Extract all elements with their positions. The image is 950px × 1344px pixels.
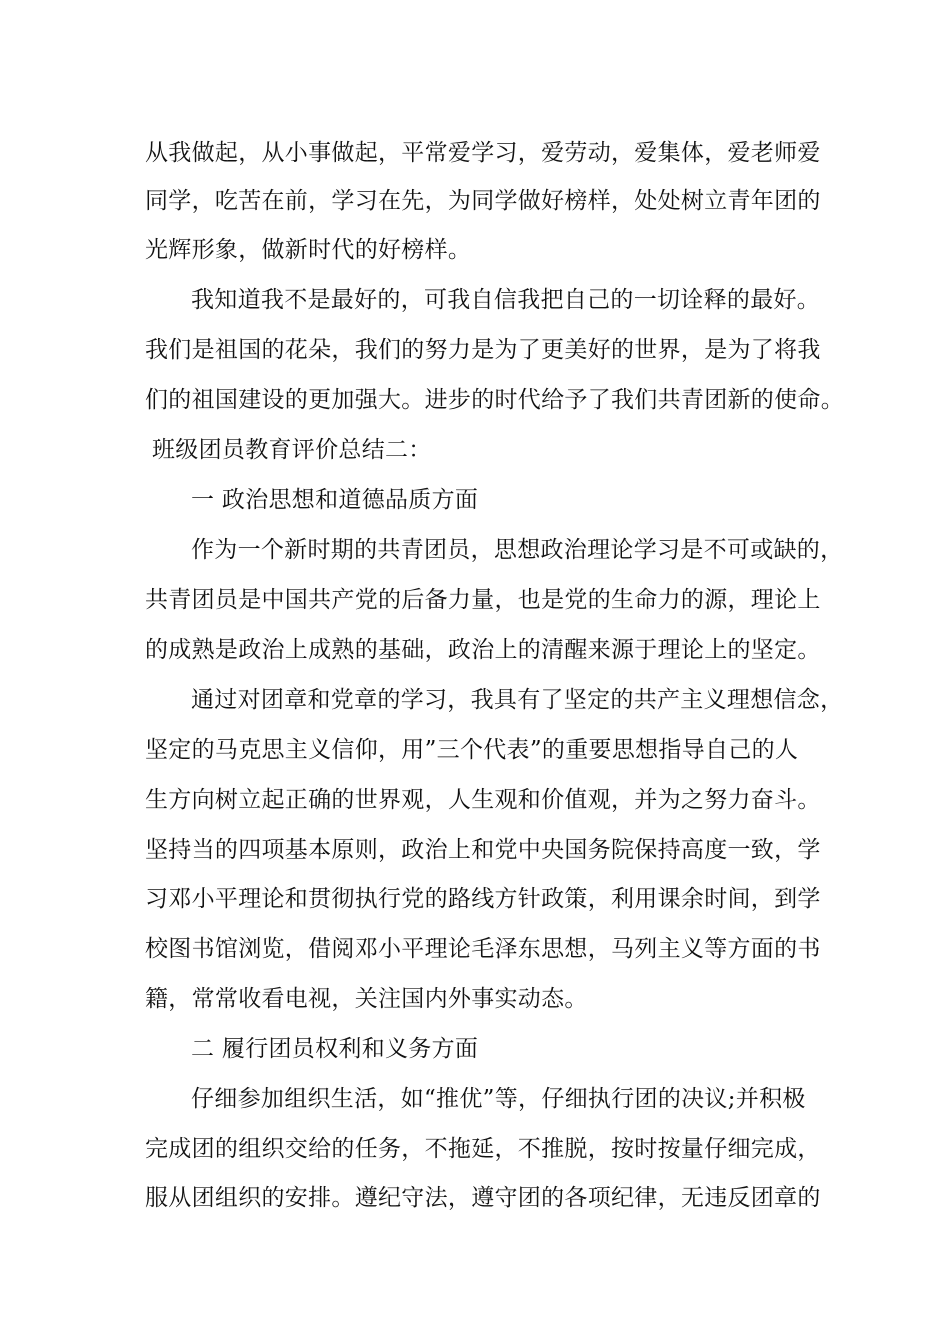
text-line: 坚持当的四项基本原则，政治上和党中央国务院保持高度一致，学 [145, 837, 821, 863]
text-line: 服从团组织的安排。遵纪守法，遵守团的各项纪律，无违反团章的 [145, 1185, 821, 1211]
text-line: 光辉形象，做新时代的好榜样。 [145, 237, 472, 263]
text-line: 习邓小平理论和贯彻执行党的路线方针政策，利用课余时间，到学 [145, 886, 821, 912]
paragraph-start-line: 仔细参加组织生活，如“推优”等，仔细执行团的决议;并积极 [191, 1086, 806, 1112]
text-line: 籍，常常收看电视，关注国内外事实动态。 [145, 986, 588, 1012]
section-heading-2: 二 履行团员权利和义务方面 [191, 1036, 479, 1062]
text-line: 共青团员是中国共产党的后备力量，也是党的生命力的源，理论上 [145, 587, 821, 613]
paragraph-start-line: 我知道我不是最好的，可我自信我把自己的一切诠释的最好。 [191, 287, 821, 313]
text-line: 同学，吃苦在前，学习在先，为同学做好榜样，处处树立青年团的 [145, 188, 821, 214]
text-line: 生方向树立起正确的世界观，人生观和价值观，并为之努力奋斗。 [145, 787, 821, 813]
text-line: 的成熟是政治上成熟的基础，政治上的清醒来源于理论上的坚定。 [145, 637, 821, 663]
section-subtitle: 班级团员教育评价总结二： [152, 437, 432, 463]
paragraph-start-line: 作为一个新时期的共青团员，思想政治理论学习是不可或缺的， [191, 537, 844, 563]
text-line: 坚定的马克思主义信仰，用”三个代表”的重要思想指导自己的人 [145, 737, 799, 763]
text-line: 完成团的组织交给的任务，不拖延，不推脱，按时按量仔细完成， [145, 1136, 821, 1162]
text-line: 我们是祖国的花朵，我们的努力是为了更美好的世界，是为了将我 [145, 337, 821, 363]
paragraph-start-line: 通过对团章和党章的学习，我具有了坚定的共产主义理想信念， [191, 687, 844, 713]
text-line: 校图书馆浏览，借阅邓小平理论毛泽东思想，马列主义等方面的书 [145, 936, 821, 962]
text-line: 们的祖国建设的更加强大。进步的时代给予了我们共青团新的使命。 [145, 387, 844, 413]
section-heading-1: 一 政治思想和道德品质方面 [191, 487, 479, 513]
text-line: 从我做起，从小事做起，平常爱学习，爱劳动，爱集体，爱老师爱 [145, 140, 821, 166]
